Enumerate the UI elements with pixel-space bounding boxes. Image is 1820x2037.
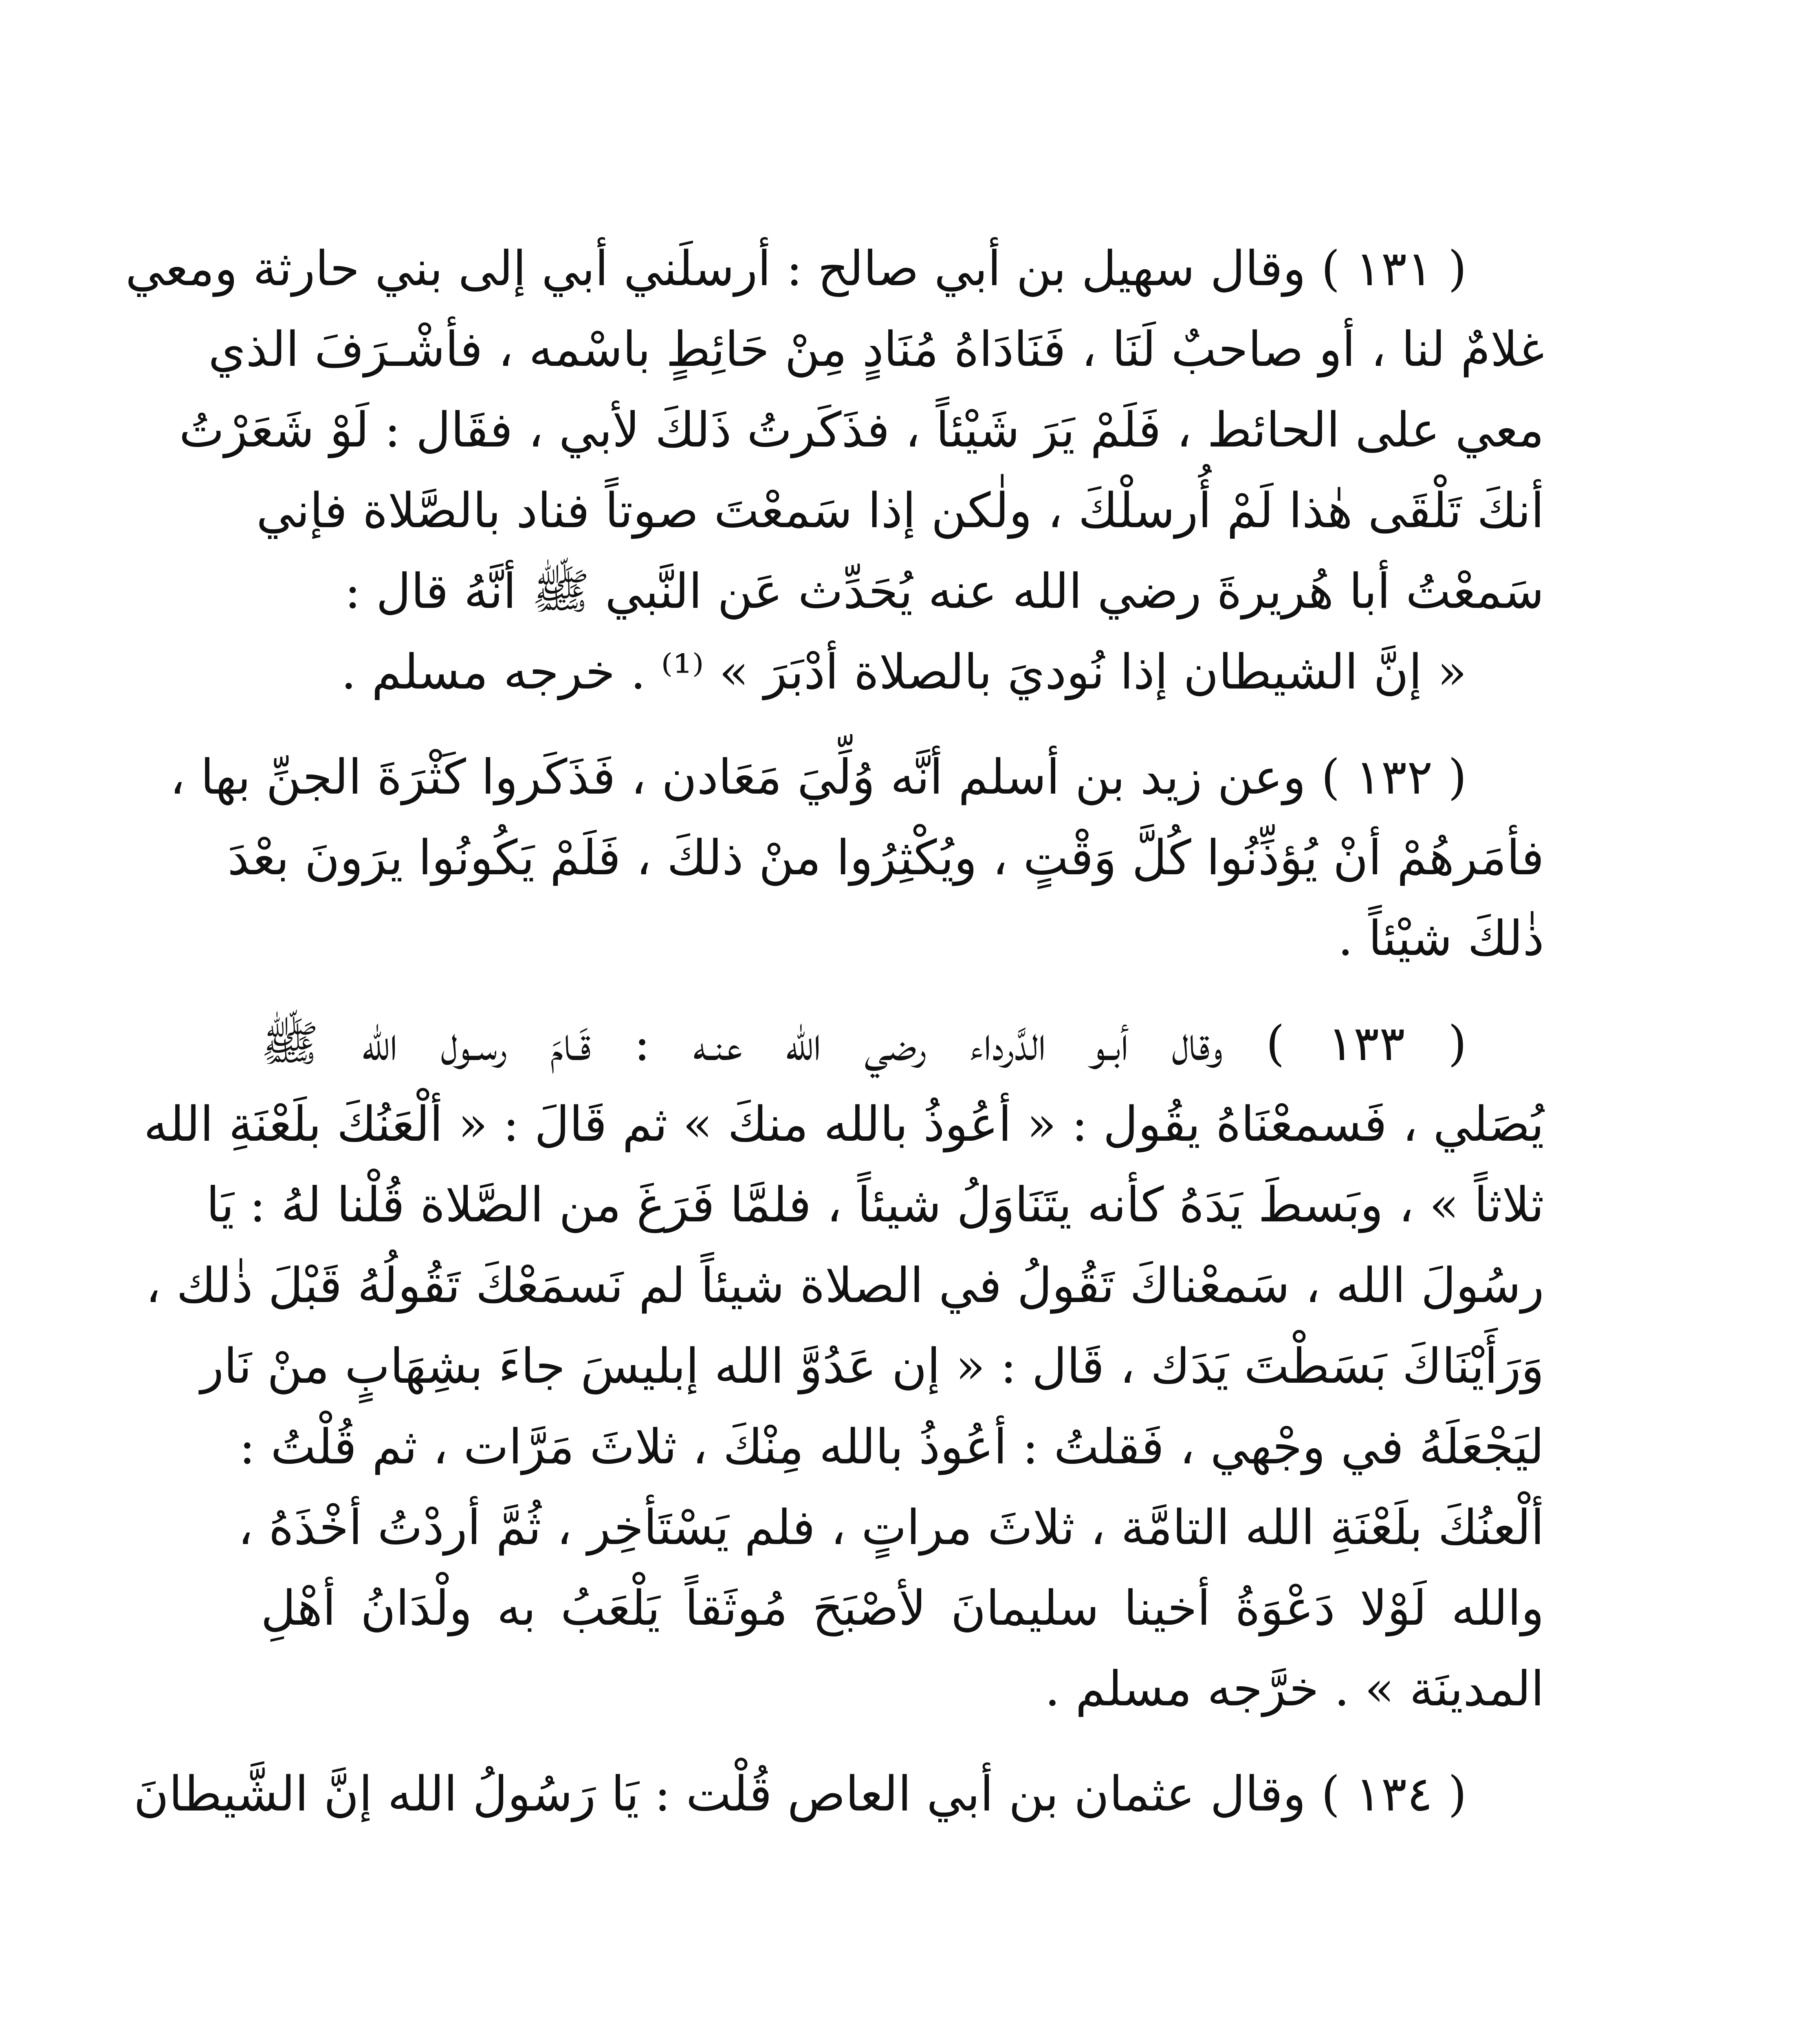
paragraph-gap: [261, 1729, 1544, 1753]
paragraph-134: [133, 1753, 1544, 1834]
text-line: يُصَلي ، فَسمعْنَاهُ يقُول : « أعُوذُ بالله منكَ » ثم قَالَ : « ألْعَنُكَ بلَعْنَةِ الله: [143, 1096, 1544, 1152]
text-line: ( ١٣٢ ) وعن زيد بن أسلم أنَّه وُلِّيَ مَعَادن ، فَذَكَروا كَثْرَةَ الجنِّ بها ،: [169, 749, 1467, 805]
paragraph-132: [169, 737, 1544, 979]
text-line: المدينَة » . خرَّجه مسلم .: [1045, 1661, 1544, 1717]
quoted-hadith-line: « إنَّ الشيطان إذا نُوديَ بالصلاة أدْبَرَ » ⁽¹⁾ . خرجه مسلم .: [341, 644, 1467, 700]
paragraph-133: [143, 1003, 1544, 1729]
text-line: ( ١٣١ ) وقال سهيل بن أبي صالح : أرسلَني أبي إلى بني حارثة ومعي: [125, 240, 1467, 297]
text-line: ليَجْعَلَهُ في وجْهي ، فَقلتُ : أعُوذُ بالله مِنْكَ ، ثلاثَ مَرَّات ، ثم قُلْتُ :: [239, 1419, 1544, 1475]
text-line: ( ١٣٣ ) وقال أبـو الدَّرداء رضي الله عنـه : قَـامَ رسـول الله ﷺ: [261, 1015, 1467, 1071]
text-line: معي على الحائط ، فَلَمْ يَرَ شَيْئاً ، فذَكَرتُ ذَلكَ لأبي ، فقَال : لَوْ شَعَرْتُ: [179, 402, 1544, 458]
paragraph-gap: [261, 712, 1544, 737]
text-line: ( ١٣٤ ) وقال عثمان بن أبي العاص قُلْت : يَا رَسُولُ الله إنَّ الشَّيطانَ: [133, 1766, 1467, 1822]
text-line: رسُولَ الله ، سَمعْناكَ تَقُولُ في الصلاة شيئاً لم نَسمَعْكَ تَقُولُهُ قَبْلَ ذٰلك ،: [145, 1257, 1544, 1313]
text-line: غلامٌ لنا ، أو صاحبٌ لَنَا ، فَنَادَاهُ مُنَادٍ مِنْ حَائِطٍ باسْمه ، فأشْـرَفَ الذي: [208, 321, 1544, 377]
main-text: [125, 228, 1544, 1834]
text-line: سَمعْتُ أبا هُريرةَ رضي الله عنه يُحَدِّث عَن النَّبي ﷺ أنَّهُ قال :: [344, 563, 1544, 619]
text-line: أنكَ تَلْقَى هٰذا لَمْ أُرسلْكَ ، ولٰكن إذا سَمعْتَ صوتاً فناد بالصَّلاة فإني: [256, 482, 1544, 539]
text-line: ألْعنُكَ بلَعْنَةِ الله التامَّة ، ثلاثَ مراتٍ ، فلم يَسْتَأخِر ، ثُمَّ أردْتُ أخْذَهُ ،: [238, 1499, 1544, 1555]
text-line: وَرَأَيْنَاكَ بَسَطْتَ يَدَك ، قَال : « إن عَدُوَّ الله إبليسَ جاءَ بشِهَابٍ منْ نَار: [200, 1338, 1544, 1394]
text-line: ذٰلكَ شيْئاً .: [1338, 910, 1544, 966]
text-line: ثلاثاً » ، وبَسطَ يَدَهُ كأنه يتَنَاوَلُ شيئاً ، فلمَّا فَرَغَ من الصَّلاة قُلْنا لهُ : يَا: [206, 1177, 1544, 1233]
paragraph-131: [125, 228, 1544, 712]
text-line: فأمَرهُمْ أنْ يُؤذِّنُوا كُلَّ وَقْتٍ ، ويُكْثِرُوا منْ ذلكَ ، فَلَمْ يَكُونُوا يرَونَ بعْدَ: [227, 829, 1544, 886]
text-line: والله لَوْلا دَعْوَةُ أخينا سليمانَ لأصْبَحَ مُوثَقاً يَلْعَبُ به ولْدَانُ أهْلِ: [261, 1580, 1544, 1636]
paragraph-gap: [261, 979, 1544, 1003]
